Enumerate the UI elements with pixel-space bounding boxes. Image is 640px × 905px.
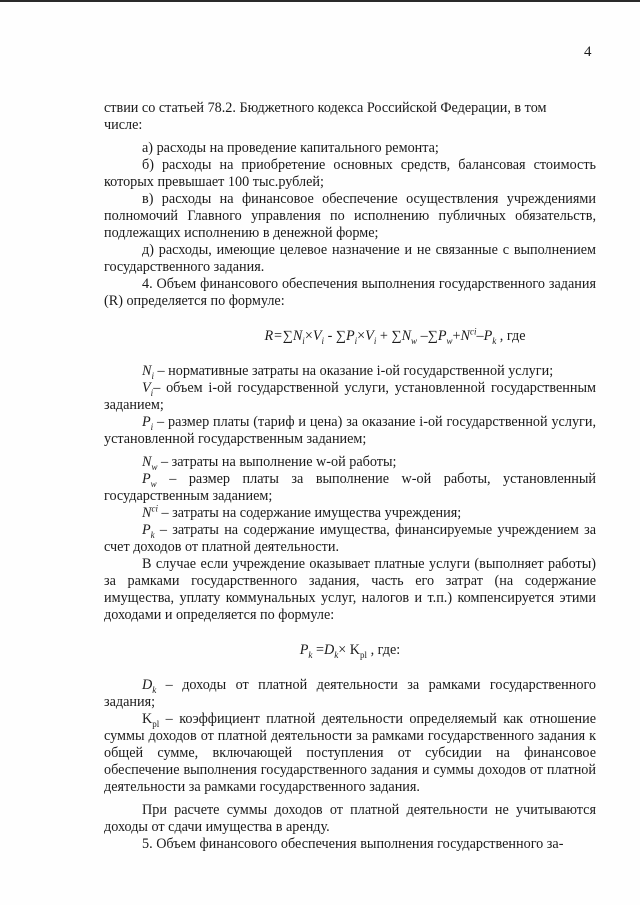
top-border-line (0, 0, 640, 2)
definition-nw: $N_w$ – затраты на выполнение w-ой работы; (142, 454, 397, 472)
definition-dk: $D_k$ – доходы от платной деятельности за рамками государственного задания; (104, 677, 596, 710)
definition-nci: $N^{ci}$ – затраты на содержание имущества учреждения; (142, 503, 462, 521)
document-body (104, 100, 596, 853)
item-v: в) расходы на финансовое обеспечение осуществления учреждениями полномочий Главного управления по исполнению публичных обязательств, подлежащих исполнению в денежной форме; (104, 191, 596, 241)
intro-line-1: ствии со статьей 78.2. Бюджетного кодекса Российской Федерации, в том (104, 100, 547, 116)
paragraph-rent: При расчете суммы доходов от платной деятельности не учитываются доходы от сдачи имущества в аренду. (104, 802, 596, 835)
definition-kpl: $K_{pl}$ – коэффициент платной деятельности определяемый как отношение суммы доходов от платной деятельности за рамками государственного задания к общей сумме, включающей поступления от субсидии на финансовое обеспечение выполнения государственного задания и суммы доходов от платной деятельности за рамками государственного задания. (104, 711, 596, 795)
item-b: б) расходы на приобретение основных средств, балансовая стоимость которых превышает 100 тыс.рублей; (104, 157, 596, 190)
definition-pw: $P_w$ – размер платы за выполнение w-ой работы, установленный государственным заданием; (104, 471, 596, 504)
intro-line-2: числе: (104, 117, 143, 133)
paragraph-4: 4. Объем финансового обеспечения выполнения государственного задания (R) определяется по формуле: (104, 276, 596, 309)
paragraph-5: 5. Объем финансового обеспечения выполнения государственного за- (142, 836, 564, 852)
definition-pi: $P_i$ – размер платы (тариф и цена) за оказание i-ой государственной услуги, установленной государственным заданием; (104, 414, 596, 447)
definition-ni: $N_i$ – нормативные затраты на оказание i-ой государственной услуги; (142, 363, 554, 381)
item-a: а) расходы на проведение капитального ремонта; (142, 140, 439, 156)
formula-pk: $P_k =D_k\times K_{pl}$ , где: (299, 642, 401, 660)
page-number: 4 (584, 44, 592, 60)
formula-r: $R=\sum N_i\times V_i - \sum P_i\times V_i + \sum N_w$ $-\sum P_w+N^{ci}-P_k$ , где (264, 326, 526, 346)
definition-vi: $V_i-$ объем i-ой государственной услуги, установленной государственным заданием; (104, 380, 596, 413)
paragraph-paid-services: В случае если учреждение оказывает платные услуги (выполняет работы) за рамками государственного задания, часть его затрат (на содержание имущества, уплату коммунальных услуг, налогов и т.п.) компенсируется этими доходами и определяется по формуле: (104, 556, 596, 623)
definition-pk: $P_k$ – затраты на содержание имущества, финансируемые учреждением за счет доходов от платной деятельности. (104, 522, 596, 555)
item-d: д) расходы, имеющие целевое назначение и не связанные с выполнением государственного задания. (104, 242, 596, 275)
